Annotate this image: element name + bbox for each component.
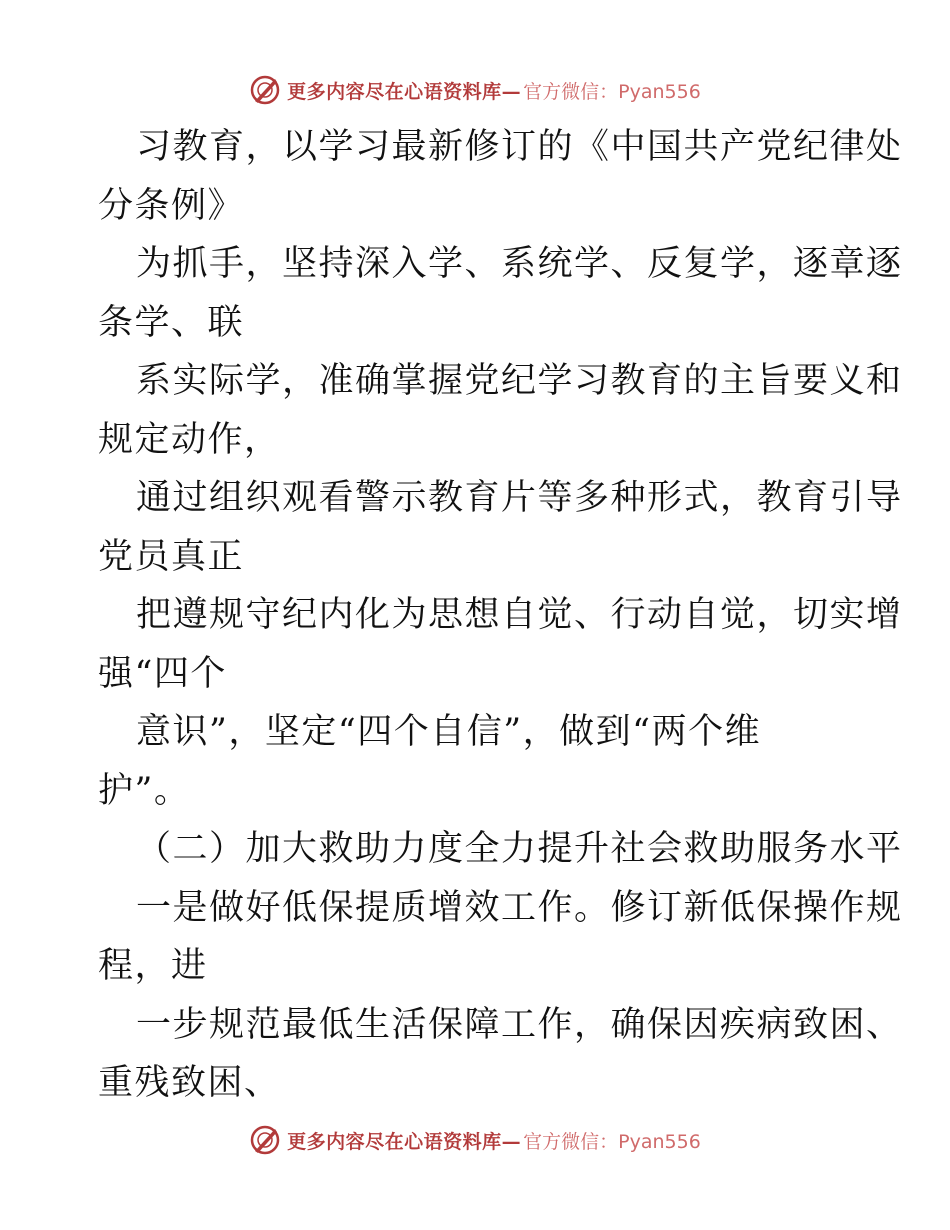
body-line: 强“四个 — [98, 653, 227, 694]
body-line: 党员真正 — [98, 536, 245, 577]
quill-logo-icon — [249, 1124, 281, 1156]
body-line: 习教育，以学习最新修订的《中国共产党纪律处 — [136, 127, 903, 167]
body-line: 规定动作， — [98, 419, 281, 460]
body-line: 条学、联 — [98, 302, 245, 343]
body-line: 程，进 — [98, 946, 208, 986]
body-line: 重残致困、 — [98, 1063, 281, 1103]
document-body — [98, 118, 903, 1113]
body-line: 系实际学，准确掌握党纪学习教育的主旨要义和 — [136, 361, 903, 401]
banner-wechat: 官方微信：Pyan556 — [523, 80, 701, 103]
body-line: 护”。 — [98, 770, 191, 811]
body-line: 通过组织观看警示教育片等多种形式，教育引导 — [136, 478, 903, 518]
body-line: 分条例》 — [98, 185, 245, 226]
body-line: 为抓手，坚持深入学、系统学、反复学，逐章逐 — [136, 244, 903, 284]
body-line: 把遵规守纪内化为思想自觉、行动自觉，切实增 — [136, 595, 903, 635]
section-heading: （二）加大救助力度全力提升社会救助服务水平 — [136, 829, 903, 869]
banner-wechat: 官方微信：Pyan556 — [523, 1130, 701, 1153]
banner-text: 更多内容尽在心语资料库— — [287, 80, 522, 103]
quill-logo-icon — [249, 74, 281, 106]
header-watermark — [0, 70, 950, 110]
body-line: 一步规范最低生活保障工作，确保因疾病致困、 — [136, 1004, 903, 1045]
body-line: 一是做好低保提质增效工作。修订新低保操作规 — [136, 887, 903, 928]
footer-watermark — [0, 1120, 950, 1160]
banner-text: 更多内容尽在心语资料库— — [287, 1130, 522, 1153]
body-line: 意识”，坚定“四个自信”，做到“两个维 — [136, 712, 762, 752]
